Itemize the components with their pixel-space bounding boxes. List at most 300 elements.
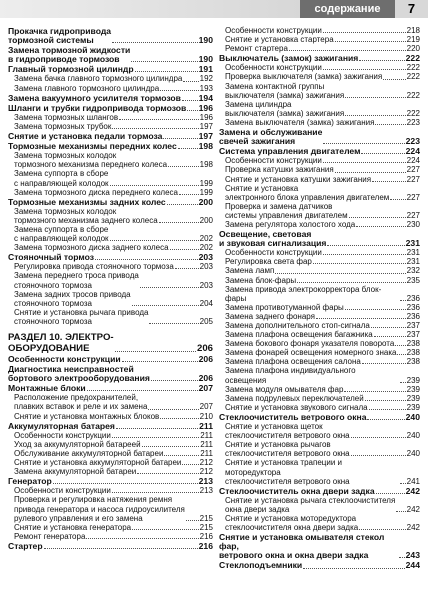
toc-page-number: 224 <box>405 146 420 157</box>
toc-subentry[interactable] <box>219 184 420 202</box>
toc-entry-title: Замена тормозных трубок <box>14 121 112 131</box>
toc-subentry[interactable] <box>8 486 213 495</box>
dot-leader <box>399 557 405 558</box>
toc-subentry[interactable] <box>8 449 213 458</box>
dot-leader <box>335 41 406 42</box>
toc-subentry[interactable] <box>8 271 213 289</box>
dot-leader <box>275 273 405 274</box>
toc-page-number: 203 <box>198 252 213 263</box>
toc-page-number: 223 <box>406 117 420 127</box>
dot-leader <box>112 437 199 438</box>
toc-entry-title: Стеклоочиститель ветрового окна <box>219 411 367 422</box>
toc-page-number: 231 <box>405 238 420 249</box>
toc-entry[interactable] <box>8 422 213 431</box>
toc-entry[interactable] <box>219 147 420 156</box>
toc-entry-title: Генератор <box>8 476 52 487</box>
toc-page-number: 239 <box>406 393 420 403</box>
toc-subentry[interactable] <box>8 122 213 131</box>
toc-entry-title: Снятие и установка электронного блока управления двигателем <box>225 183 390 202</box>
toc-subentry[interactable] <box>8 169 213 187</box>
toc-page-number: 211 <box>200 448 213 458</box>
toc-entry-title: Замена заднего фонаря <box>225 311 315 321</box>
toc-entry[interactable] <box>8 384 213 393</box>
toc-entry-title: Замена дополнительного стоп-сигнала <box>225 321 370 330</box>
toc-subentry[interactable] <box>219 440 420 458</box>
dot-leader <box>86 538 198 539</box>
toc-entry-title: Монтажные блоки <box>8 383 86 394</box>
toc-entry-title: Замена плафона освещения багажника <box>225 330 373 340</box>
toc-subentry[interactable] <box>219 26 420 35</box>
dot-leader <box>400 382 406 383</box>
toc-page-number: 215 <box>199 522 213 532</box>
toc-subentry[interactable] <box>219 496 420 514</box>
toc-entry[interactable] <box>219 561 420 570</box>
toc-subentry[interactable] <box>219 82 420 100</box>
dot-leader <box>345 115 405 116</box>
toc-subentry[interactable] <box>219 285 420 303</box>
toc-entry[interactable] <box>8 542 213 551</box>
toc-page-number: 239 <box>406 402 420 412</box>
toc-entry-title: Снятие и установка звукового сигнала <box>225 402 368 412</box>
dot-leader <box>149 323 198 324</box>
dot-leader <box>159 222 199 223</box>
toc-entry-title: Снятие и установка аккумуляторной батареи <box>14 458 182 468</box>
toc-entry-title: Особенности конструкции <box>225 26 322 35</box>
toc-entry-title: Прокачка гидропривода тормозной системы <box>8 26 112 46</box>
toc-subentry[interactable] <box>8 393 213 411</box>
toc-entry-title: Замена противотуманной фары <box>225 302 344 312</box>
toc-page-number: 222 <box>406 108 420 118</box>
toc-page-number: 198 <box>199 160 213 170</box>
toc-entry-title: Замена плафона индивидуального освещения <box>225 366 358 385</box>
toc-entry-title: Замена тормозных шлангов <box>14 112 119 122</box>
toc-entry-title: Замена тормозных колодок тормозного механизма заднего колеса <box>14 206 158 225</box>
toc-entry-title: Система управления двигателем <box>219 146 361 157</box>
toc-subentry[interactable] <box>8 151 213 169</box>
dot-leader <box>327 245 404 246</box>
dot-leader <box>187 110 197 111</box>
dot-leader <box>164 455 199 456</box>
toc-entry-title: Особенности конструкции <box>14 486 111 496</box>
dot-leader <box>335 172 406 173</box>
dot-leader <box>140 287 199 288</box>
toc-page-number: 211 <box>199 420 213 431</box>
toc-page-number: 240 <box>406 431 420 441</box>
toc-entry-title: Снятие и установка рычагов стеклоочистителя ветрового окна <box>225 440 350 459</box>
toc-entry-title: Ремонт стартера <box>225 44 288 54</box>
toc-subentry[interactable] <box>219 118 420 127</box>
toc-entry[interactable] <box>8 365 213 383</box>
toc-subentry[interactable] <box>219 266 420 275</box>
toc-entry-title: Снятие и установка омывателя стекол фар, ветрового окна и окна двери задка <box>219 532 385 561</box>
toc-entry[interactable] <box>8 132 213 141</box>
toc-page-number: 240 <box>405 411 420 422</box>
toc-entry-title: Аккумуляторная батарея <box>8 420 115 431</box>
dot-leader <box>119 119 199 120</box>
toc-entry-title: Замена контактной группы выключателя (замка) зажигания <box>225 81 345 100</box>
toc-entry-title: Освещение, световая и звуковая сигнализация <box>219 229 327 249</box>
dot-leader <box>175 268 199 269</box>
dot-leader <box>182 100 198 101</box>
toc-entry-title: Снятие и установка моторедуктора стеклоочистителя окна двери задка <box>225 513 359 533</box>
toc-entry-title: Снятие и установка монтажных блоков <box>14 411 160 421</box>
toc-subentry[interactable] <box>219 357 420 366</box>
toc-entry-title: Снятие и установка стартера <box>225 35 334 45</box>
toc-page-number: 242 <box>406 504 420 514</box>
toc-subentry[interactable] <box>219 63 420 72</box>
dot-leader <box>383 79 405 80</box>
toc-entry-title: Особенности конструкции <box>8 354 121 364</box>
dot-leader <box>115 351 196 352</box>
toc-subentry[interactable] <box>219 385 420 394</box>
toc-entry-title: Регулировка света фар <box>225 257 312 267</box>
toc-subentry[interactable] <box>219 220 420 229</box>
toc-subentry[interactable] <box>219 348 420 357</box>
dot-leader <box>112 492 199 493</box>
toc-page-number: 227 <box>406 210 420 220</box>
toc-subentry[interactable] <box>219 422 420 440</box>
toc-subentry[interactable] <box>8 495 213 522</box>
toc-entry-title: Обслуживание аккумуляторной батареи <box>14 448 164 458</box>
toc-page-number: 241 <box>406 476 420 486</box>
dot-leader <box>361 153 404 154</box>
toc-page-number: 191 <box>198 64 213 75</box>
toc-entry[interactable] <box>219 533 420 560</box>
toc-subentry[interactable] <box>219 303 420 312</box>
toc-entry-title: Ремонт генератора <box>14 531 86 541</box>
toc-page-number: 220 <box>406 44 420 54</box>
toc-page-number: 239 <box>406 384 420 394</box>
toc-page-number: 232 <box>406 266 420 276</box>
toc-subentry[interactable] <box>8 532 213 541</box>
toc-entry-title: Снятие и установка щеток стеклоочистителя ветрового окна <box>225 422 350 441</box>
toc-subentry[interactable] <box>8 262 213 271</box>
dot-leader <box>374 336 406 337</box>
toc-subentry[interactable] <box>219 165 420 174</box>
toc-subentry[interactable] <box>219 394 420 403</box>
toc-page-number: 198 <box>198 141 213 152</box>
toc-page-number: 204 <box>199 298 213 308</box>
dot-leader <box>323 32 406 33</box>
toc-entry-title: Замена выключателя (замка) зажигания <box>225 117 375 127</box>
toc-subentry[interactable] <box>219 403 420 412</box>
toc-entry-title: Замена цилиндра выключателя (замка) зажигания <box>225 99 345 118</box>
toc-page-number: 243 <box>405 550 420 561</box>
toc-page-number: 222 <box>406 72 420 82</box>
toc-subentry[interactable] <box>219 458 420 485</box>
dot-leader <box>362 363 406 364</box>
dot-leader <box>44 548 198 549</box>
toc-page-number: 242 <box>406 523 420 533</box>
toc-entry-title: Замена бачка главного тормозного цилиндра <box>14 74 183 84</box>
toc-page-number: 211 <box>200 439 213 449</box>
toc-subentry[interactable] <box>8 523 213 532</box>
toc-subentry[interactable] <box>219 156 420 165</box>
toc-entry-title: Стартер <box>8 540 43 551</box>
toc-entry-title: Расположение предохранителей, плавких вставок и реле и их замена <box>14 393 148 412</box>
toc-page-number: 227 <box>406 174 420 184</box>
toc-subentry[interactable] <box>219 44 420 53</box>
toc-page-number: 206 <box>198 373 213 384</box>
dot-leader <box>349 217 406 218</box>
toc-column-left <box>8 26 213 551</box>
toc-subentry[interactable] <box>219 72 420 81</box>
toc-subentry[interactable] <box>8 308 213 326</box>
toc-entry[interactable] <box>219 487 420 496</box>
toc-page-number: 230 <box>406 219 420 229</box>
toc-entry[interactable] <box>219 54 420 63</box>
toc-page-number: 227 <box>406 165 420 175</box>
toc-subentry[interactable] <box>219 339 420 348</box>
toc-entry-title: Проверка и регулировка натяжения ремня привода генератора и насоса гидроусилителя рулевого управления и его замена <box>14 495 185 523</box>
toc-page-number: 200 <box>198 196 213 207</box>
toc-subentry[interactable] <box>219 100 420 118</box>
dot-leader <box>372 181 406 182</box>
toc-entry-title: Замена плафона освещения салона <box>225 357 361 367</box>
dot-leader <box>345 309 406 310</box>
toc-page-number: 199 <box>199 187 213 197</box>
toc-entry-title: Особенности конструкции <box>14 430 111 440</box>
dot-leader <box>112 128 198 129</box>
toc-entry-title: Снятие и установка катушки зажигания <box>225 174 372 184</box>
toc-page-number: 239 <box>406 375 420 385</box>
header-bar <box>0 0 428 18</box>
toc-entry-title: Замена бокового фонаря указателя поворота <box>225 339 395 349</box>
dot-leader <box>400 483 406 484</box>
dot-leader <box>178 148 198 149</box>
toc-entry-title: Снятие и установка педали тормоза <box>8 131 163 142</box>
toc-page-number: 227 <box>406 192 420 202</box>
toc-page-number: 222 <box>406 90 420 100</box>
dot-leader <box>148 409 198 410</box>
toc-entry[interactable] <box>219 413 420 422</box>
toc-page-number: 244 <box>405 560 420 571</box>
dot-leader <box>112 42 198 43</box>
toc-page-number: 215 <box>199 513 213 523</box>
toc-subentry[interactable] <box>219 202 420 220</box>
dot-leader <box>376 493 405 494</box>
toc-entry-title: Замена привода электрокорректора блок-фары <box>225 284 382 303</box>
dot-leader <box>375 124 405 125</box>
dot-leader <box>116 428 198 429</box>
toc-entry[interactable] <box>219 230 420 248</box>
toc-entry-title: Тормозные механизмы передних колес <box>8 141 177 152</box>
toc-entry[interactable] <box>8 142 213 151</box>
dot-leader <box>356 226 405 227</box>
toc-page-number: 213 <box>199 486 213 496</box>
toc-subentry[interactable] <box>8 458 213 467</box>
toc-subentry[interactable] <box>219 321 420 330</box>
toc-page-number: 231 <box>406 257 420 267</box>
toc-entry-title: Диагностика неисправностей бортового электрооборудования <box>8 364 150 384</box>
dot-leader <box>160 418 198 419</box>
dot-leader <box>351 437 406 438</box>
toc-section-heading[interactable] <box>8 332 213 354</box>
toc-subentry[interactable] <box>8 243 213 252</box>
toc-entry[interactable] <box>8 46 213 64</box>
toc-subentry[interactable] <box>219 35 420 44</box>
toc-entry[interactable] <box>8 253 213 262</box>
toc-page-number: 224 <box>406 156 420 166</box>
header-gradient-stripe <box>0 0 300 18</box>
toc-column-right <box>219 26 420 571</box>
toc-entry-title: Снятие и установка трапеции и моторедуктора стеклоочистителя ветрового окна <box>225 458 350 486</box>
dot-leader <box>344 391 405 392</box>
dot-leader <box>179 194 199 195</box>
toc-entry-title: Замена модуля омывателя фар <box>225 384 344 394</box>
toc-page-number: 193 <box>199 83 213 93</box>
toc-subentry[interactable] <box>8 84 213 93</box>
toc-entry-title: Особенности конструкции <box>225 63 322 73</box>
dot-leader <box>323 162 406 163</box>
toc-page-number: 222 <box>405 53 420 64</box>
toc-entry[interactable] <box>8 104 213 113</box>
toc-page-number: 238 <box>406 348 420 358</box>
toc-page-number: 222 <box>406 63 420 73</box>
toc-entry[interactable] <box>219 128 420 146</box>
toc-page-number: 207 <box>199 402 213 412</box>
toc-page-number: 203 <box>199 280 213 290</box>
toc-subentry[interactable] <box>8 440 213 449</box>
toc-page-number: 203 <box>199 262 213 272</box>
toc-subentry[interactable] <box>219 312 420 321</box>
toc-page-number: 196 <box>199 112 213 122</box>
toc-page-number: 202 <box>199 234 213 244</box>
toc-subentry[interactable] <box>219 330 420 339</box>
toc-page-number: 194 <box>198 92 213 103</box>
toc-page-number: 218 <box>406 26 420 35</box>
toc-entry-title: Особенности конструкции <box>225 248 322 258</box>
toc-entry-title: Замена суппорта в сборе с направляющей колодок <box>14 169 109 188</box>
toc-entry-title: Снятие и установка генератора <box>14 522 132 532</box>
toc-entry-title: Снятие и установка рычага стеклоочистителя окна двери задка <box>225 495 396 514</box>
dot-leader <box>297 282 405 283</box>
toc-subentry[interactable] <box>219 248 420 257</box>
toc-page-number: 206 <box>198 354 213 364</box>
toc-entry-title: Особенности конструкции <box>225 156 322 166</box>
toc-page-number: 207 <box>198 383 213 394</box>
dot-leader <box>323 143 404 144</box>
toc-entry-title: Замена аккумуляторной батареи <box>14 467 137 477</box>
toc-page-number: 212 <box>199 467 213 477</box>
toc-entry-title: Замена блок-фары <box>225 275 297 285</box>
dot-leader <box>397 354 405 355</box>
toc-page-number: 223 <box>405 136 420 147</box>
dot-leader <box>400 300 406 301</box>
toc-page-number: 216 <box>198 540 213 551</box>
dot-leader <box>303 568 404 569</box>
toc-subentry[interactable] <box>219 276 420 285</box>
dot-leader <box>395 345 405 346</box>
toc-entry-title: Замена тормозной жидкости в гидроприводе тормозов <box>8 45 131 65</box>
dot-leader <box>396 511 405 512</box>
toc-page-number: 216 <box>199 531 213 541</box>
toc-page-number: 200 <box>199 215 213 225</box>
dot-leader <box>313 263 406 264</box>
dot-leader <box>369 409 406 410</box>
toc-entry[interactable] <box>8 477 213 486</box>
toc-page-number: 242 <box>405 485 420 496</box>
dot-leader <box>351 455 406 456</box>
toc-entry[interactable] <box>8 65 213 74</box>
toc-subentry[interactable] <box>8 207 213 225</box>
toc-subentry[interactable] <box>8 290 213 308</box>
toc-entry-title: Замена суппорта в сборе с направляющей колодок <box>14 224 109 244</box>
header-title: содержание <box>300 0 395 18</box>
toc-entry-title: Снятие и установка рычага привода стояночного тормоза <box>14 307 149 326</box>
toc-subentry[interactable] <box>219 366 420 384</box>
toc-entry-title: Уход за аккумуляторной батареей <box>14 439 141 449</box>
toc-subentry[interactable] <box>8 412 213 421</box>
dot-leader <box>359 60 404 61</box>
toc-subentry[interactable] <box>8 74 213 83</box>
dot-leader <box>160 90 198 91</box>
toc-entry[interactable] <box>8 27 213 45</box>
dot-leader <box>95 259 198 260</box>
toc-page-number: 237 <box>406 321 420 330</box>
toc-entry-title: Стеклоочиститель окна двери задка <box>219 485 375 496</box>
toc-subentry[interactable] <box>8 188 213 197</box>
toc-entry-title: Шланги и трубки гидропривода тормозов <box>8 102 187 113</box>
toc-page-number: 237 <box>406 330 420 340</box>
dot-leader <box>186 520 199 521</box>
toc-subentry[interactable] <box>219 514 420 532</box>
dot-leader <box>122 361 198 362</box>
toc-page-number: 236 <box>406 311 420 321</box>
dot-leader <box>131 61 197 62</box>
dot-leader <box>132 529 199 530</box>
toc-subentry[interactable] <box>8 431 213 440</box>
toc-subentry[interactable] <box>8 467 213 476</box>
toc-page-number: 236 <box>406 293 420 303</box>
toc-subentry[interactable] <box>219 257 420 266</box>
toc-subentry[interactable] <box>8 225 213 243</box>
toc-page-number: 197 <box>198 131 213 142</box>
dot-leader <box>167 204 198 205</box>
dot-leader <box>371 327 406 328</box>
toc-subentry[interactable] <box>8 113 213 122</box>
toc-subentry[interactable] <box>219 175 420 184</box>
dot-leader <box>359 529 405 530</box>
dot-leader <box>163 138 197 139</box>
toc-page-number: 199 <box>199 178 213 188</box>
toc-entry-title: Замена ламп <box>225 266 275 276</box>
toc-entry-title: Замена фонарей освещения номерного знака <box>225 348 397 358</box>
dot-leader <box>87 390 198 391</box>
dot-leader <box>110 185 199 186</box>
toc-entry-title: Главный тормозной цилиндр <box>8 64 134 75</box>
toc-entry-title: Стояночный тормоз <box>8 252 94 263</box>
dot-leader <box>151 380 198 381</box>
toc-entry[interactable] <box>8 355 213 364</box>
dot-leader <box>53 483 198 484</box>
toc-entry-title: Замена тормозного диска заднего колеса <box>14 243 169 253</box>
toc-page-number: 190 <box>198 54 213 65</box>
toc-entry-title: Замена регулятора холостого хода <box>225 219 356 229</box>
toc-entry-title: Замена вакуумного усилителя тормозов <box>8 92 181 103</box>
toc-entry[interactable] <box>8 94 213 103</box>
toc-page-number: 238 <box>406 339 420 349</box>
toc-entry-title: Проверка и замена датчиков системы управления двигателем <box>225 201 348 220</box>
toc-page-number: 235 <box>406 275 420 285</box>
dot-leader <box>137 473 198 474</box>
dot-leader <box>345 97 405 98</box>
dot-leader <box>316 318 406 319</box>
dot-leader <box>365 400 406 401</box>
toc-entry[interactable] <box>8 198 213 207</box>
page-number: 7 <box>395 0 428 18</box>
toc-entry-title: Замена тормозных колодок тормозного механизма переднего колеса <box>14 151 168 170</box>
